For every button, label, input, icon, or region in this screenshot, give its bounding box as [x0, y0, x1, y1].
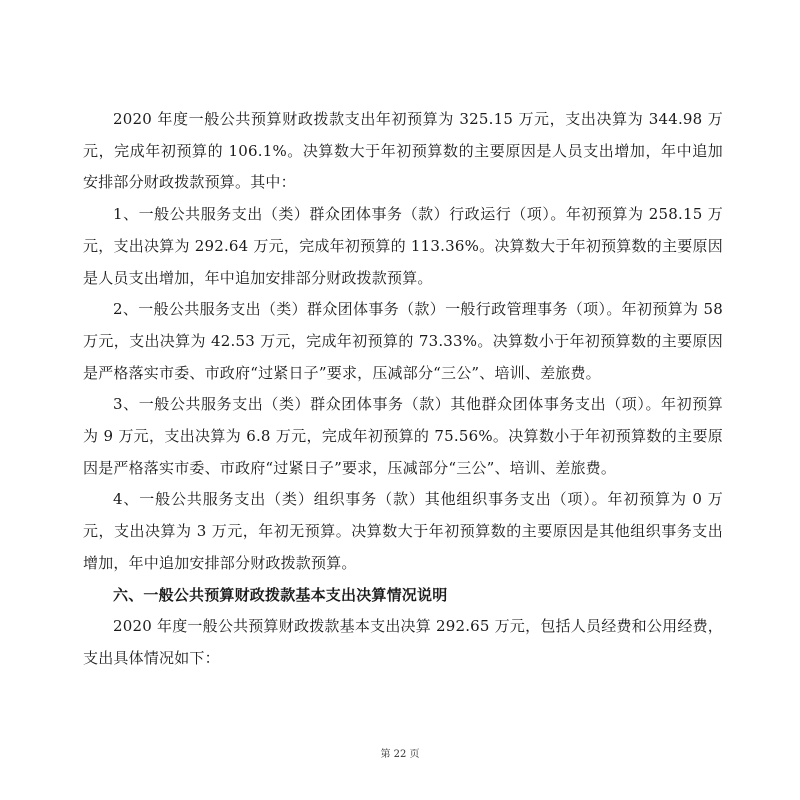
section-heading: 六、一般公共预算财政拨款基本支出决算情况说明	[113, 585, 448, 604]
document-body	[83, 104, 723, 675]
paragraph-closing: 2020 年度一般公共预算财政拨款基本支出决算 292.65 万元，包括人员经费和公用经费，支出具体情况如下：	[83, 617, 723, 667]
paragraph-summary: 2020 年度一般公共预算财政拨款支出年初预算为 325.15 万元，支出决算为 344.98 万元，完成年初预算的 106.1%。决算数大于年初预算数的主要原因是人员支出增加，年中追加安排部分财政拨款预算。其中：	[83, 110, 723, 192]
paragraph-item-1: 1、一般公共服务支出（类）群众团体事务（款）行政运行（项）。年初预算为 258.15 万元，支出决算为 292.64 万元，完成年初预算的 113.36%。决算数大于年初预算数的主要原因是人员支出增加，年中追加安排部分财政拨款预算。	[83, 205, 723, 287]
paragraph-item-2: 2、一般公共服务支出（类）群众团体事务（款）一般行政管理事务（项）。年初预算为 58 万元，支出决算为 42.53 万元，完成年初预算的 73.33%。决算数小于年初预算数的主要原因是严格落实市委、市政府“过紧日子”要求，压减部分“三公”、培训、差旅费。	[83, 300, 723, 382]
paragraph-item-3: 3、一般公共服务支出（类）群众团体事务（款）其他群众团体事务支出（项）。年初预算为 9 万元，支出决算为 6.8 万元，完成年初预算的 75.56%。决算数小于年初预算数的主要原因是严格落实市委、市政府“过紧日子”要求，压减部分“三公”、培训、差旅费。	[83, 395, 723, 477]
paragraph-item-4: 4、一般公共服务支出（类）组织事务（款）其他组织事务支出（项）。年初预算为 0 万元，支出决算为 3 万元，年初无预算。决算数大于年初预算数的主要原因是其他组织事务支出增加，年中追加安排部分财政拨款预算。	[83, 490, 723, 572]
page-number: 第 22 页	[380, 749, 420, 760]
